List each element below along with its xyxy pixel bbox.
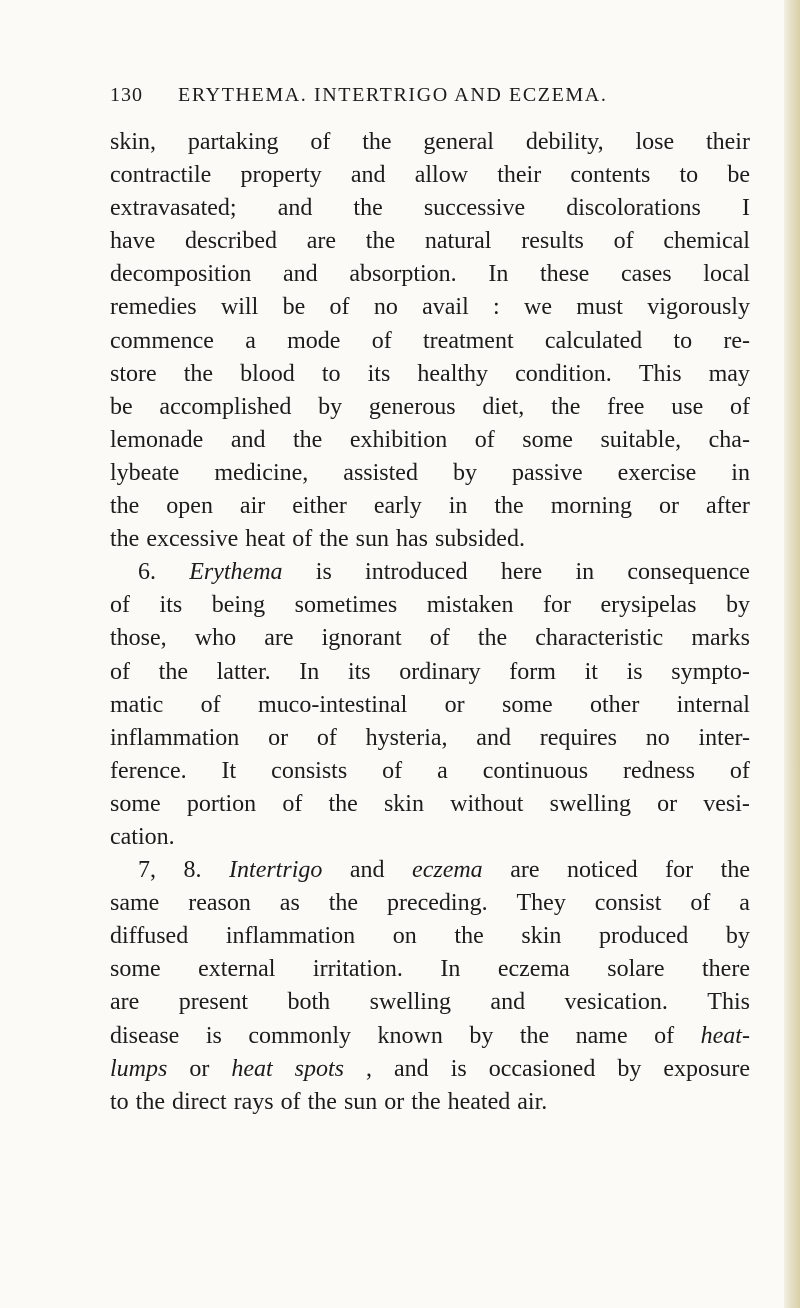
word: are xyxy=(110,989,140,1016)
text-line xyxy=(110,291,750,324)
word: or xyxy=(658,493,679,520)
word: sometimes xyxy=(294,592,398,619)
word: diffused xyxy=(110,923,189,950)
word: the xyxy=(110,493,140,520)
word: as xyxy=(279,890,300,917)
text-line xyxy=(110,920,750,953)
word: swelling xyxy=(549,790,631,817)
word: the xyxy=(454,923,484,950)
word: of xyxy=(310,129,331,155)
word: by xyxy=(726,592,750,619)
word: the xyxy=(551,393,581,420)
word: in xyxy=(448,493,468,520)
word: eczema xyxy=(497,956,570,983)
word: subsided. xyxy=(434,526,525,553)
word: assisted xyxy=(343,459,418,486)
word: hysteria, xyxy=(365,724,448,751)
word: extravasated; xyxy=(110,195,237,222)
word: 7, xyxy=(138,857,156,884)
word: the xyxy=(319,526,349,553)
word: may xyxy=(708,360,750,387)
word: internal xyxy=(676,691,750,718)
word: by xyxy=(617,1055,642,1082)
word: be xyxy=(727,162,750,189)
word: the xyxy=(477,625,508,652)
page-edge xyxy=(784,0,800,1308)
word: use xyxy=(671,393,704,420)
word: of xyxy=(280,1088,301,1115)
text-line xyxy=(110,887,750,920)
text-line xyxy=(110,854,750,887)
word: will xyxy=(220,294,259,321)
word: air. xyxy=(517,1088,548,1115)
word: after xyxy=(705,493,750,520)
word: and xyxy=(490,989,526,1016)
word: swelling xyxy=(369,989,451,1016)
page-number: 130 xyxy=(110,84,143,106)
word: local xyxy=(703,261,750,288)
word: This xyxy=(638,360,682,387)
text-line xyxy=(110,986,750,1019)
running-head xyxy=(110,84,750,114)
word: it xyxy=(584,658,598,685)
word: partaking xyxy=(187,129,279,155)
word: heat- xyxy=(700,1022,750,1049)
word: noticed xyxy=(567,857,638,884)
word: form xyxy=(509,658,556,685)
word: re- xyxy=(723,327,750,354)
text-line xyxy=(110,358,750,391)
text-line xyxy=(110,1086,750,1119)
word: of xyxy=(730,393,750,420)
word: of xyxy=(110,658,130,685)
word: a xyxy=(245,327,256,354)
word: for xyxy=(542,592,571,619)
text-line xyxy=(110,656,750,689)
word: and xyxy=(476,724,511,751)
text-line xyxy=(110,225,750,258)
word: of xyxy=(316,724,337,751)
word: portion xyxy=(186,790,257,817)
word: in xyxy=(731,459,750,486)
word: without xyxy=(450,790,524,817)
word: redness xyxy=(622,757,695,784)
word: of xyxy=(654,1022,675,1049)
word: In xyxy=(488,261,509,288)
word: commence xyxy=(110,327,214,354)
word: ignorant xyxy=(321,625,402,652)
word: its xyxy=(159,592,183,619)
word: remedies xyxy=(110,294,197,321)
word: excessive xyxy=(146,526,239,553)
word: or xyxy=(268,724,289,751)
word: debility, xyxy=(525,129,604,155)
word: we xyxy=(524,294,552,321)
text-line xyxy=(110,523,750,556)
word: either xyxy=(292,493,347,520)
word: the xyxy=(183,360,214,387)
word: consist xyxy=(594,890,662,917)
text-line xyxy=(110,258,750,291)
word: the xyxy=(110,526,140,553)
word: allow xyxy=(414,162,469,189)
word: are xyxy=(510,857,540,884)
word: In xyxy=(440,956,461,983)
text-line xyxy=(110,589,750,622)
word: and xyxy=(283,261,318,288)
word: diet, xyxy=(482,393,525,420)
word: the xyxy=(720,857,750,884)
word: the xyxy=(158,658,188,685)
word: lemonade xyxy=(110,426,204,453)
word: sympto- xyxy=(671,658,750,685)
text-line xyxy=(110,325,750,358)
word: chemical xyxy=(663,228,750,255)
word: treatment xyxy=(423,327,514,354)
word: its xyxy=(367,360,391,387)
word: Intertrigo xyxy=(229,857,323,884)
word: It xyxy=(221,757,237,784)
word: natural xyxy=(424,228,492,255)
word: reason xyxy=(188,890,251,917)
word: consists xyxy=(271,757,348,784)
text-line xyxy=(110,1020,750,1053)
word: of xyxy=(690,890,711,917)
word: of xyxy=(329,294,350,321)
word: They xyxy=(516,890,566,917)
word: of xyxy=(371,327,392,354)
word: here xyxy=(500,559,543,586)
word: and xyxy=(394,1055,429,1082)
word: heat xyxy=(231,1055,273,1082)
word: spots xyxy=(294,1055,345,1082)
word: the xyxy=(328,790,358,817)
text-line xyxy=(110,159,750,192)
text-line xyxy=(110,689,750,722)
text-line xyxy=(110,424,750,457)
word: absorption. xyxy=(349,261,457,288)
word: some xyxy=(110,790,161,817)
word: open xyxy=(166,493,213,520)
word: vesi- xyxy=(703,790,750,817)
word: inflammation xyxy=(110,724,240,751)
word: generous xyxy=(368,393,456,420)
word: erysipelas xyxy=(600,592,697,619)
word: lose xyxy=(635,129,675,155)
running-head-title: ERYTHEMA. INTERTRIGO AND ECZEMA. xyxy=(178,84,608,106)
word: of xyxy=(292,526,313,553)
word: some xyxy=(501,691,553,718)
word: to xyxy=(321,360,341,387)
word: the xyxy=(411,1088,441,1115)
word: cases xyxy=(620,261,672,288)
word: a xyxy=(739,890,750,917)
word: both xyxy=(287,989,331,1016)
word: discolorations xyxy=(566,195,701,222)
word: of xyxy=(282,790,303,817)
word: be xyxy=(282,294,306,321)
word: have xyxy=(110,228,156,255)
word: the xyxy=(353,195,383,222)
text-line xyxy=(110,821,750,854)
word: who xyxy=(194,625,237,652)
word: in xyxy=(575,559,595,586)
word: preceding. xyxy=(386,890,488,917)
word: exhibition xyxy=(349,426,448,453)
word: be xyxy=(110,393,133,420)
word: In xyxy=(299,658,320,685)
word: is xyxy=(626,658,643,685)
word: no xyxy=(373,294,398,321)
word: skin xyxy=(383,790,424,817)
word: calculated xyxy=(544,327,643,354)
word: sun xyxy=(343,1088,378,1115)
word: ference. xyxy=(110,757,187,784)
word: same xyxy=(110,890,160,917)
word: consequence xyxy=(627,559,750,586)
word: the xyxy=(307,1088,337,1115)
word: other xyxy=(590,691,640,718)
word: inter- xyxy=(698,724,750,751)
word: by xyxy=(469,1022,494,1049)
word: avail xyxy=(422,294,469,321)
word: general xyxy=(423,129,494,155)
word: vigorously xyxy=(647,294,750,321)
word: is xyxy=(205,1022,222,1049)
word: those, xyxy=(110,625,167,652)
word: for xyxy=(665,857,694,884)
word: exercise xyxy=(617,459,697,486)
word: inflammation xyxy=(225,923,356,950)
word: skin, xyxy=(110,129,157,155)
text-line xyxy=(110,755,750,788)
word: its xyxy=(347,658,371,685)
word: their xyxy=(705,129,750,155)
word: or xyxy=(384,1088,405,1115)
text-line xyxy=(110,192,750,225)
text-line xyxy=(110,457,750,490)
word: by xyxy=(725,923,750,950)
word: early xyxy=(373,493,422,520)
word: 6. xyxy=(138,559,156,586)
word: irritation. xyxy=(312,956,403,983)
word: store xyxy=(110,360,157,387)
word: is xyxy=(315,559,332,586)
word: decomposition xyxy=(110,261,252,288)
word: and xyxy=(277,195,313,222)
word: continuous xyxy=(482,757,589,784)
word: healthy xyxy=(417,360,489,387)
word: must xyxy=(576,294,623,321)
word: muco-intestinal xyxy=(258,691,408,718)
word: disease xyxy=(110,1022,180,1049)
word: on xyxy=(392,923,417,950)
word: produced xyxy=(599,923,689,950)
word: direct xyxy=(172,1088,227,1115)
word: contractile xyxy=(110,162,212,189)
word: heated xyxy=(447,1088,511,1115)
word: some xyxy=(522,426,573,453)
word: name xyxy=(575,1022,628,1049)
word: skin xyxy=(521,923,562,950)
word: no xyxy=(645,724,670,751)
text-line xyxy=(110,126,750,159)
word: being xyxy=(211,592,266,619)
text-line xyxy=(110,622,750,655)
word: condition. xyxy=(515,360,612,387)
word: lybeate xyxy=(110,459,180,486)
word: lumps xyxy=(110,1055,168,1082)
word: known xyxy=(377,1022,443,1049)
word: their xyxy=(497,162,542,189)
word: rays xyxy=(233,1088,274,1115)
word: has xyxy=(395,526,428,553)
word: contents xyxy=(570,162,651,189)
word: the xyxy=(519,1022,550,1049)
word: mode xyxy=(287,327,341,354)
word: of xyxy=(429,625,450,652)
word: of xyxy=(382,757,403,784)
word: present xyxy=(178,989,249,1016)
word: of xyxy=(474,426,495,453)
word: accomplished xyxy=(159,393,292,420)
word: exposure xyxy=(663,1055,750,1082)
word: solare xyxy=(607,956,665,983)
word: Erythema xyxy=(189,559,283,586)
word: medicine, xyxy=(214,459,309,486)
word: mistaken xyxy=(426,592,514,619)
word: successive xyxy=(423,195,526,222)
word: eczema xyxy=(412,857,483,884)
word: of xyxy=(613,228,634,255)
word: is xyxy=(450,1055,467,1082)
text-line xyxy=(110,556,750,589)
word: these xyxy=(540,261,590,288)
word: results xyxy=(521,228,584,255)
word: heat xyxy=(245,526,286,553)
word: to xyxy=(110,1088,129,1115)
word: there xyxy=(702,956,750,983)
text-line xyxy=(110,722,750,755)
word: the xyxy=(362,129,392,155)
word: are xyxy=(264,625,294,652)
word: the xyxy=(135,1088,165,1115)
word: 8. xyxy=(183,857,202,884)
word: cation. xyxy=(110,823,175,850)
text-line xyxy=(110,788,750,821)
word: described xyxy=(185,228,278,255)
word: or xyxy=(444,691,465,718)
word: suitable, xyxy=(600,426,682,453)
word: the xyxy=(328,890,359,917)
word: free xyxy=(607,393,645,420)
word: morning xyxy=(550,493,633,520)
word: property xyxy=(240,162,322,189)
word: vesication. xyxy=(564,989,668,1016)
word: cha- xyxy=(708,426,750,453)
word: are xyxy=(306,228,337,255)
word: : xyxy=(493,294,500,321)
word: This xyxy=(707,989,750,1016)
word: and xyxy=(230,426,266,453)
word: to xyxy=(679,162,699,189)
word: matic xyxy=(110,691,164,718)
word: external xyxy=(198,956,276,983)
word: and xyxy=(350,162,386,189)
word: requires xyxy=(539,724,617,751)
word: introduced xyxy=(365,559,468,586)
word: of xyxy=(110,592,130,619)
word: I xyxy=(741,195,750,222)
text-line xyxy=(110,1053,750,1086)
word: to xyxy=(673,327,693,354)
word: and xyxy=(349,857,385,884)
word: or xyxy=(189,1055,210,1082)
word: commonly xyxy=(248,1022,351,1049)
word: a xyxy=(437,757,448,784)
word: air xyxy=(239,493,266,520)
word: by xyxy=(318,393,343,420)
word: , xyxy=(366,1055,373,1082)
word: of xyxy=(729,757,750,784)
word: characteristic xyxy=(535,625,664,652)
text-line xyxy=(110,391,750,424)
word: the xyxy=(365,228,396,255)
word: the xyxy=(494,493,524,520)
word: of xyxy=(200,691,221,718)
word: ordinary xyxy=(399,658,481,685)
word: latter. xyxy=(216,658,271,685)
word: sun xyxy=(355,526,389,553)
body-text xyxy=(110,126,750,1119)
word: blood xyxy=(240,360,295,387)
word: occasioned xyxy=(488,1055,596,1082)
word: the xyxy=(293,426,323,453)
word: or xyxy=(657,790,678,817)
word: by xyxy=(452,459,477,486)
word: marks xyxy=(691,625,750,652)
text-line xyxy=(110,953,750,986)
word: some xyxy=(110,956,161,983)
text-line xyxy=(110,490,750,523)
word: passive xyxy=(512,459,583,486)
